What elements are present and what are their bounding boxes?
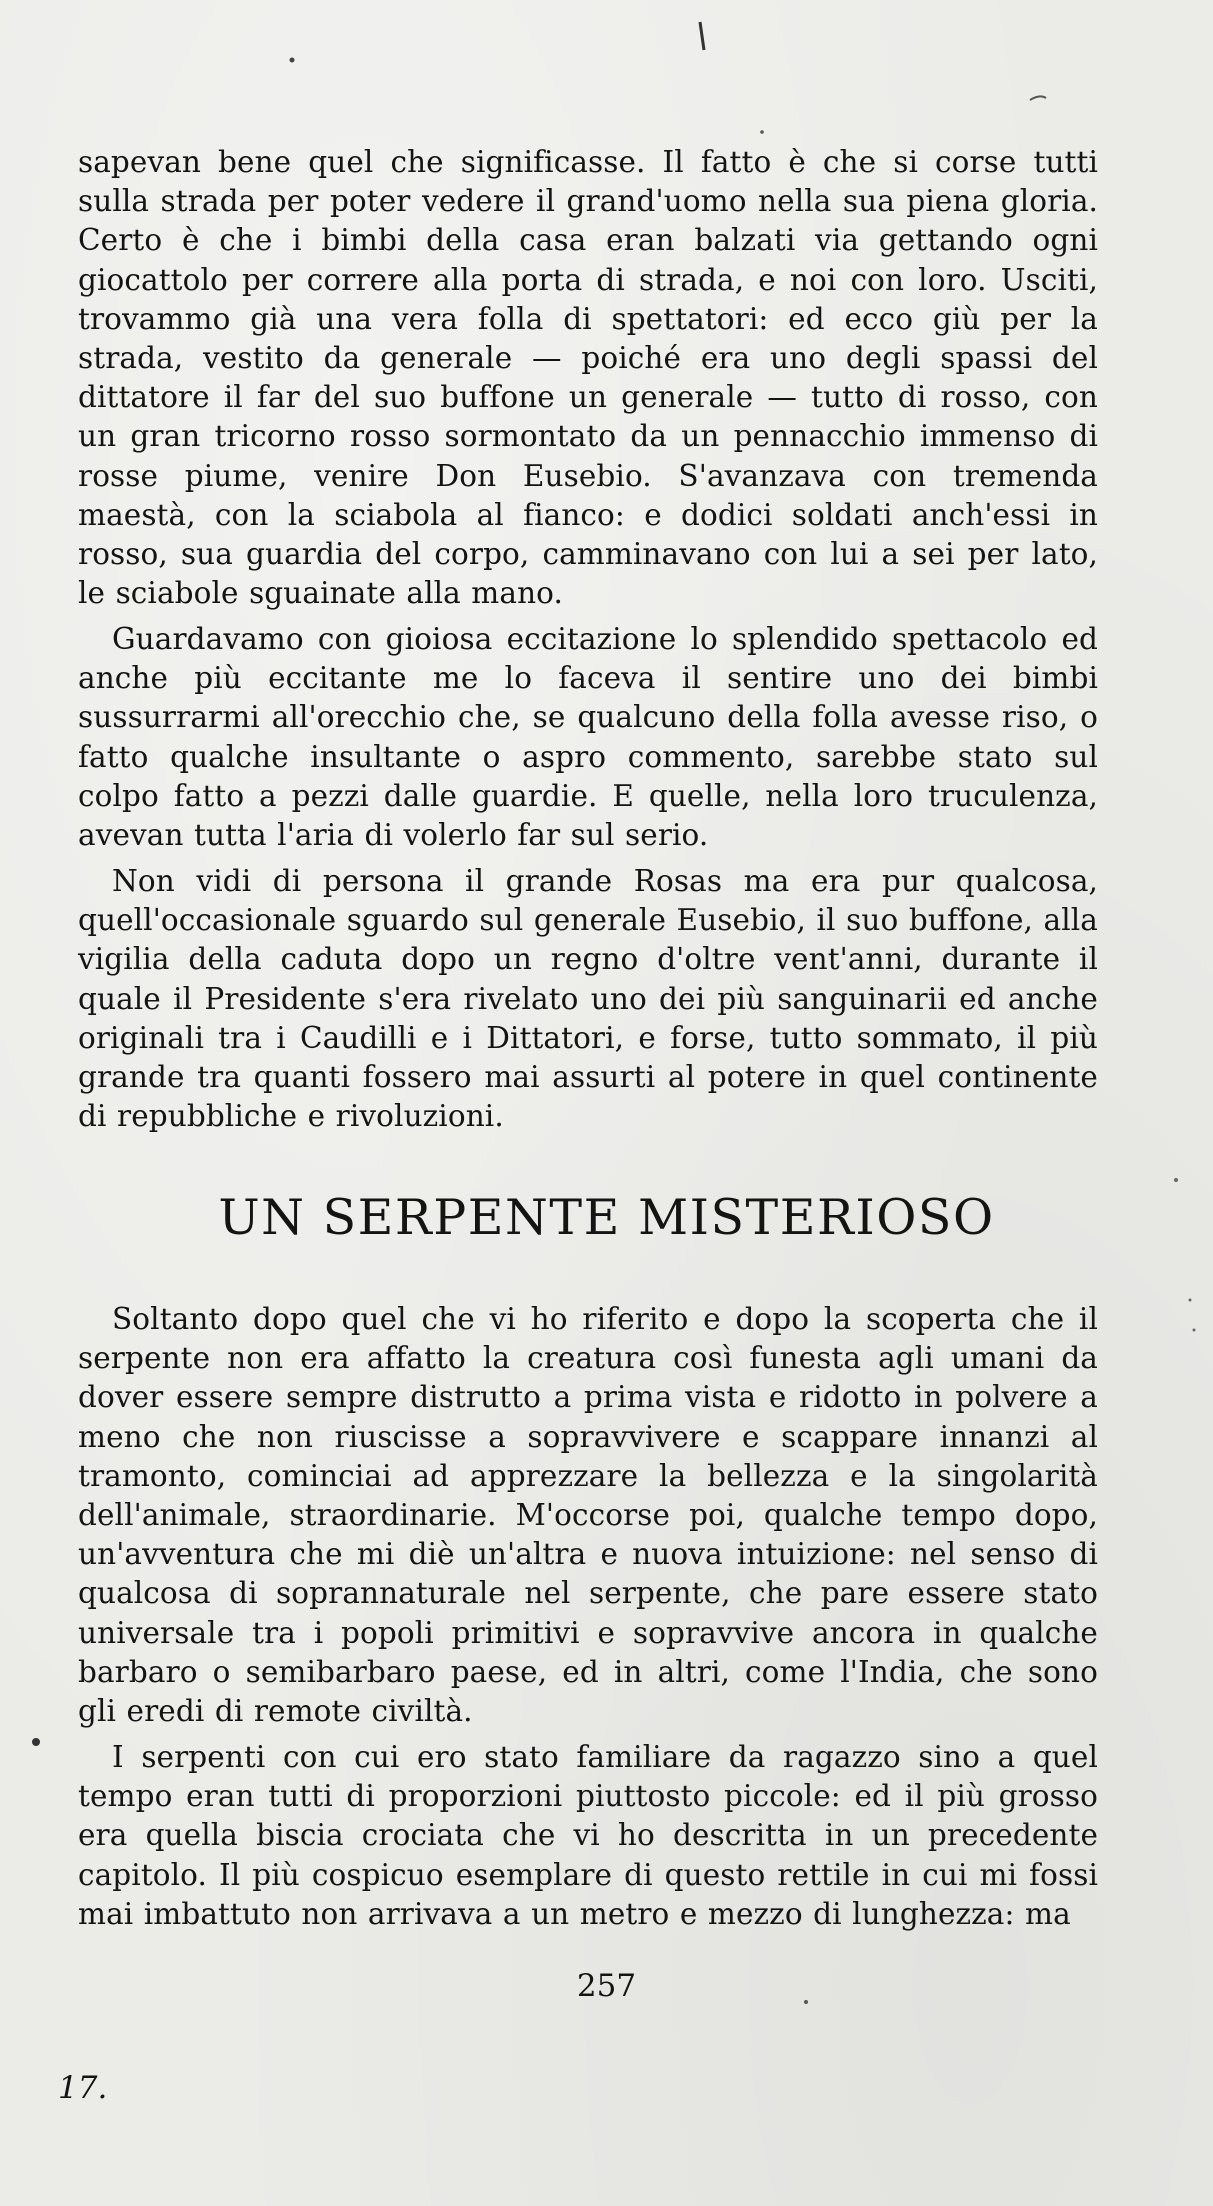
signature-mark: 17. bbox=[58, 2070, 108, 2106]
paragraph-serpents-size: I serpenti con cui ero stato familiare da ragazzo sino a quel tempo eran tutti di proporzioni piuttosto piccole: ed il più grosso era quella biscia crociata che vi ho descritta in un precedente capitolo. Il più cospicuo esemplare di questo rettile in cui mi fossi mai imbattuto non arrivava a un metro e mezzo di lunghezza: ma bbox=[78, 1740, 1098, 1931]
paragraph-continuation: sapevan bene quel che significasse. Il fatto è che si corse tutti sulla strada per poter vedere il grand'uomo nella sua piena gloria. Certo è che i bimbi della casa eran balzati via gettando ogni giocattolo per correre alla porta di strada, e noi con loro. Usciti, trovammo già una vera folla di spettatori: ed ecco giù per la strada, vestito da generale — poiché era uno degli spassi del dittatore il far del suo buffone un generale — tutto di rosso, con un gran tricorno rosso sormontato da un pennacchio immenso di rosse piume, venire Don Eusebio. S'avanzava con tremenda maestà, con la sciabola al fianco: e dodici soldati anch'essi in rosso, sua guardia del corpo, camminavano con lui a sei per lato, le sciabole sguainate alla mano. bbox=[78, 145, 1098, 611]
paragraph-serpent-intro: Soltanto dopo quel che vi ho riferito e dopo la scoperta che il serpente non era affatto la creatura così funesta agli umani da dover essere sempre distrutto a prima vista e ridotto in polvere a meno che non riuscisse a sopravvivere e scappare innanzi al tramonto, cominciai ad apprezzare la bellezza e la singolarità dell'animale, straordinarie. M'occorse poi, qualche tempo dopo, un'avventura che mi diè un'altra e nuova intuizione: nel senso di qualcosa di soprannaturale nel serpente, che pare essere stato universale tra i popoli primitivi e sopravvive ancora in qualche barbaro o semibarbaro paese, ed in altri, come l'India, che sono gli eredi di remote civiltà. bbox=[78, 1302, 1098, 1729]
chapter-title: UN SERPENTE MISTERIOSO bbox=[218, 1189, 995, 1246]
paragraph-spectacle: Guardavamo con gioiosa eccitazione lo splendido spettacolo ed anche più eccitante me lo faceva il sentire uno dei bimbi sussurrarmi all'orecchio che, se qualcuno della folla avesse riso, o fatto qualche insultante o aspro commento, sarebbe stato sul colpo fatto a pezzi dalle guardie. E quelle, nella loro truculenza, avevan tutta l'aria di volerlo far sul serio. bbox=[78, 622, 1098, 853]
page-number: 257 bbox=[576, 1968, 637, 2004]
paragraph-rosas: Non vidi di persona il grande Rosas ma era pur qualcosa, quell'occasionale sguardo sul generale Eusebio, il suo buffone, alla vigilia della caduta dopo un regno d'oltre vent'anni, durante il quale il Presidente s'era rivelato uno dei più sanguinarii ed anche originali tra i Caudilli e i Dittatori, e forse, tutto sommato, il più grande tra quanti fossero mai assurti al potere in quel continente di repubbliche e rivoluzioni. bbox=[78, 864, 1098, 1134]
